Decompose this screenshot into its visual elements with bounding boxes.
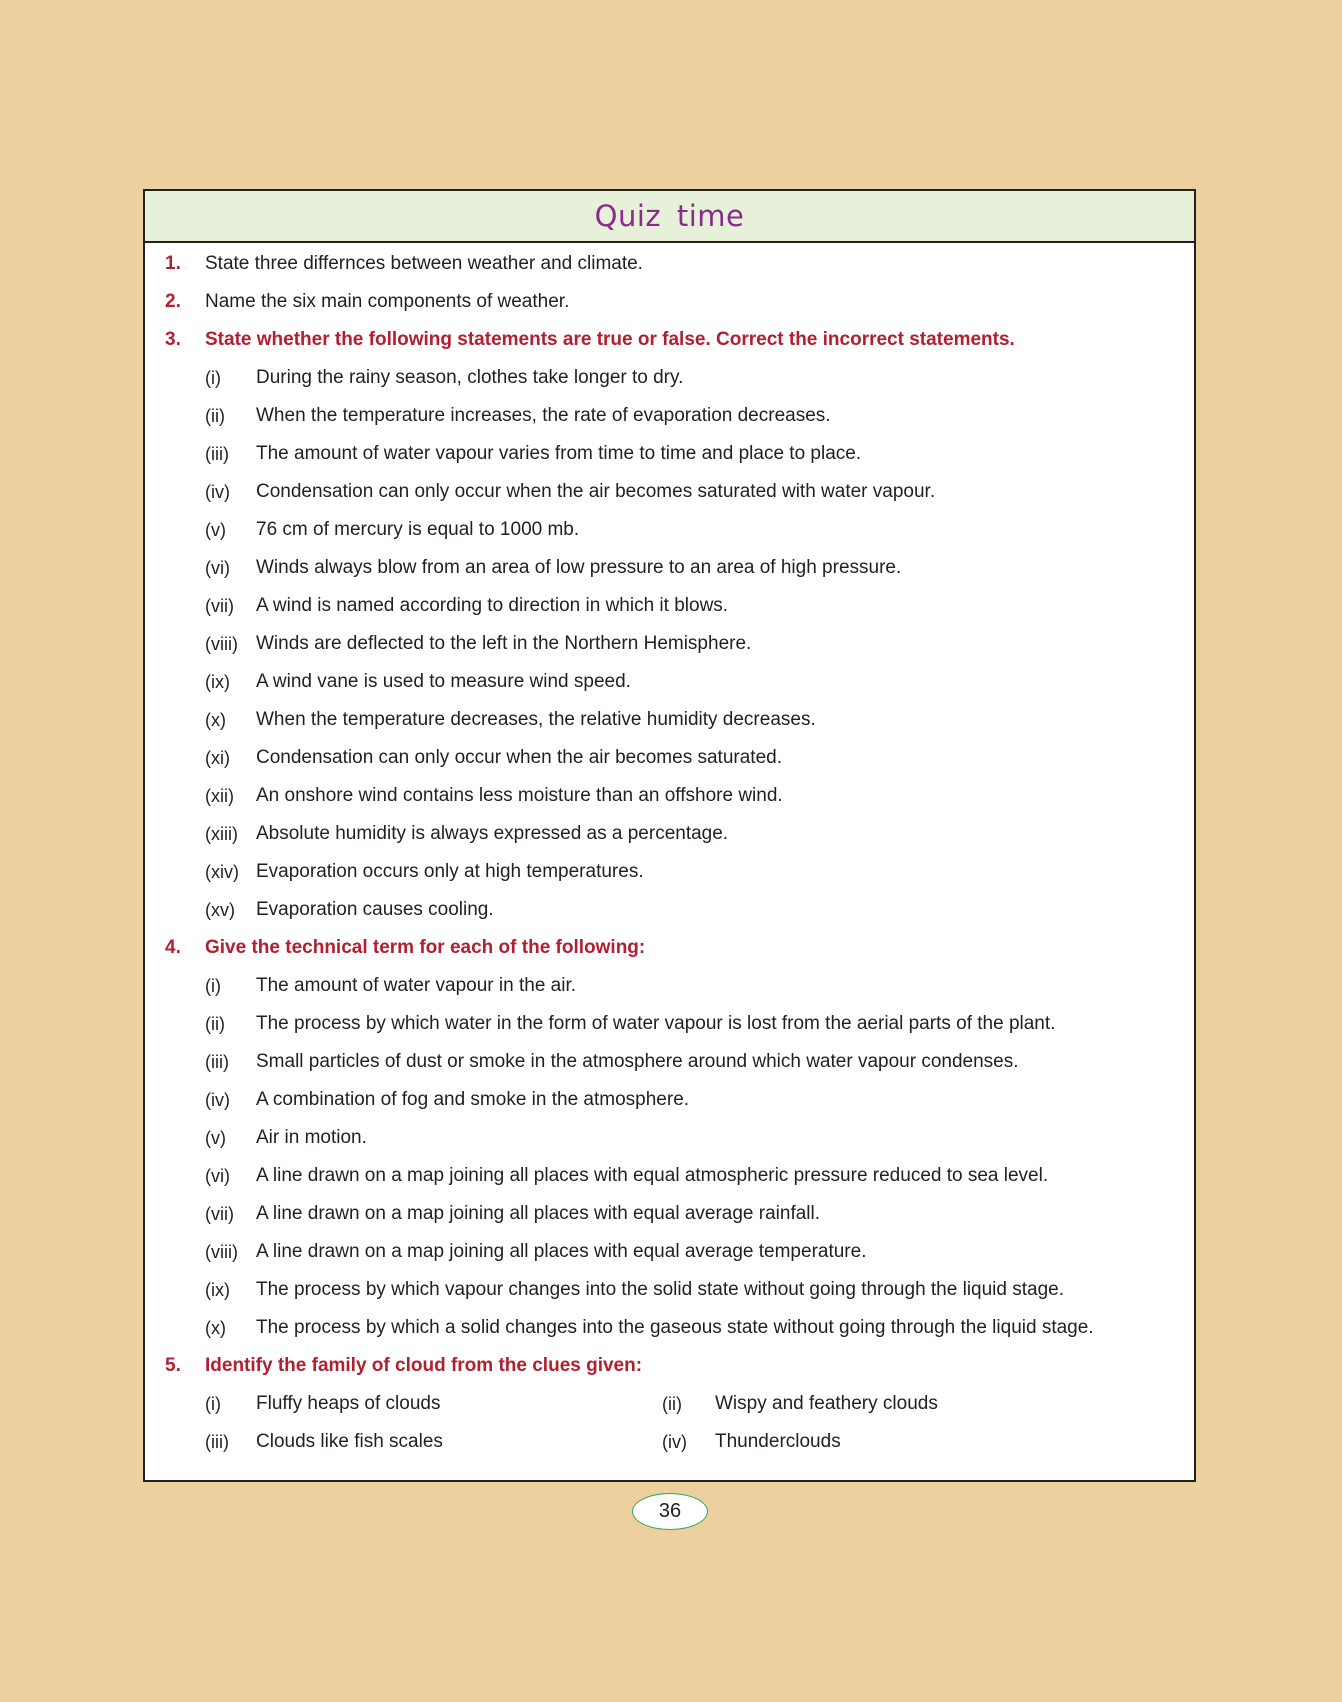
item-text: Winds are deflected to the left in the Northern Hemisphere.: [256, 633, 752, 654]
item-number: (viii): [205, 633, 238, 654]
quiz-header: [145, 191, 1194, 243]
item-number: (v): [205, 519, 226, 540]
item-number: (vii): [205, 595, 234, 616]
item-text: Thunderclouds: [715, 1431, 841, 1452]
item-text: When the temperature decreases, the relative humidity decreases.: [256, 709, 816, 730]
question-number: 3.: [165, 329, 181, 350]
item-number: (ix): [205, 671, 230, 692]
item-text: A line drawn on a map joining all places with equal average rainfall.: [256, 1203, 821, 1224]
item-number: (i): [205, 975, 221, 996]
question-text: Name the six main components of weather.: [205, 291, 570, 312]
item-text: The amount of water vapour in the air.: [256, 975, 577, 996]
item-number: (vii): [205, 1203, 234, 1224]
question-text: State whether the following statements are true or false. Correct the incorrect statements.: [205, 329, 1015, 350]
question-text: State three differnces between weather and climate.: [205, 253, 643, 274]
item-number: (iv): [205, 481, 230, 502]
item-text: A line drawn on a map joining all places with equal atmospheric pressure reduced to sea level.: [256, 1165, 1049, 1186]
item-number: (v): [205, 1127, 226, 1148]
item-text: A wind is named according to direction in which it blows.: [256, 595, 729, 616]
item-text: The process by which vapour changes into the solid state without going through the liquid stage.: [256, 1279, 1065, 1300]
question-text: Identify the family of cloud from the clues given:: [205, 1355, 643, 1376]
item-text: A wind vane is used to measure wind speed.: [256, 671, 631, 692]
item-text: Condensation can only occur when the air becomes saturated.: [256, 747, 782, 768]
item-number: (xiii): [205, 823, 238, 844]
item-text: A line drawn on a map joining all places with equal average temperature.: [256, 1241, 867, 1262]
item-number: (x): [205, 1317, 226, 1338]
item-number: (ii): [662, 1393, 682, 1414]
item-number: (iv): [662, 1431, 687, 1452]
question-text: Give the technical term for each of the following:: [205, 937, 646, 958]
item-number: (xv): [205, 899, 235, 920]
item-number: (xii): [205, 785, 234, 806]
list-item-pair: [145, 1385, 1145, 1423]
item-number: (i): [205, 1393, 221, 1414]
question-number: 4.: [165, 937, 181, 958]
quiz-box: [143, 189, 1196, 1482]
item-number: (x): [205, 709, 226, 730]
item-number: (i): [205, 367, 221, 388]
item-number: (iii): [205, 443, 229, 464]
item-number: (iii): [205, 1051, 229, 1072]
item-text: Winds always blow from an area of low pressure to an area of high pressure.: [256, 557, 902, 578]
item-number: (vi): [205, 1165, 230, 1186]
question-number: 2.: [165, 291, 181, 312]
item-text: Wispy and feathery clouds: [715, 1393, 938, 1414]
item-number: (xiv): [205, 861, 239, 882]
question-number: 1.: [165, 253, 181, 274]
item-text: Evaporation causes cooling.: [256, 899, 494, 920]
item-number: (iii): [205, 1431, 229, 1452]
page-number: 36: [632, 1493, 708, 1530]
item-text: Fluffy heaps of clouds: [256, 1393, 441, 1414]
item-text: Clouds like fish scales: [256, 1431, 443, 1452]
item-number: (ii): [205, 405, 225, 426]
item-text: Air in motion.: [256, 1127, 367, 1148]
item-number: (iv): [205, 1089, 230, 1110]
item-number: (ii): [205, 1013, 225, 1034]
question-number: 5.: [165, 1355, 181, 1376]
item-text: Evaporation occurs only at high temperatures.: [256, 861, 644, 882]
item-text: An onshore wind contains less moisture than an offshore wind.: [256, 785, 783, 806]
item-text: When the temperature increases, the rate of evaporation decreases.: [256, 405, 831, 426]
item-text: 76 cm of mercury is equal to 1000 mb.: [256, 519, 580, 540]
list-item-pair: [145, 1423, 1145, 1461]
item-number: (xi): [205, 747, 230, 768]
item-number: (vi): [205, 557, 230, 578]
item-text: Absolute humidity is always expressed as a percentage.: [256, 823, 729, 844]
item-number: (ix): [205, 1279, 230, 1300]
item-text: The process by which water in the form of water vapour is lost from the aerial parts of the plant.: [256, 1013, 1056, 1034]
item-number: (viii): [205, 1241, 238, 1262]
item-text: Small particles of dust or smoke in the atmosphere around which water vapour condenses.: [256, 1051, 1019, 1072]
item-text: Condensation can only occur when the air becomes saturated with water vapour.: [256, 481, 936, 502]
item-text: The process by which a solid changes into the gaseous state without going through the liquid stage.: [256, 1317, 1094, 1338]
item-text: During the rainy season, clothes take longer to dry.: [256, 367, 684, 388]
item-text: A combination of fog and smoke in the atmosphere.: [256, 1089, 690, 1110]
item-text: The amount of water vapour varies from time to time and place to place.: [256, 443, 862, 464]
quiz-title: Quiz time: [594, 199, 745, 233]
